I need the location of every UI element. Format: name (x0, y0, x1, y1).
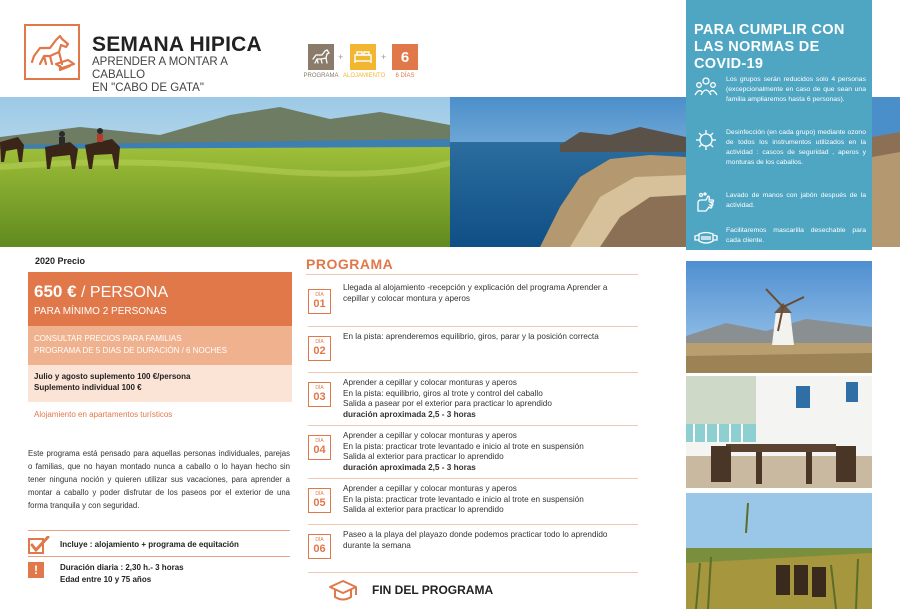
day-row (308, 482, 638, 525)
plus-separator: + (338, 52, 344, 62)
day-line: Llegada al alojamiento -recepción y explicación del programa Aprender a (343, 283, 608, 292)
day-description (343, 378, 638, 420)
days-label: 6 DÍAS (395, 73, 415, 79)
day-badge (308, 382, 331, 407)
program-description: Este programa está pensado para aquellas personas individuales, parejas o familias, que no hayan montado nunca a caballo o lo hayan hecho sin tener ninguna noción y quieren utilizar sus vacaciones, para aprender a montar a caballo y poder disfrutar de los paseos por el exterior de una forma tranquila y con seguridad. (28, 449, 290, 510)
covid-text: Lavado de manos con jabón después de la actividad. (726, 192, 866, 209)
day-word: DÍA (315, 537, 324, 543)
day-description (343, 283, 638, 304)
day-badge (308, 534, 331, 559)
day-number: 02 (313, 345, 326, 357)
mask-icon (694, 226, 718, 250)
plus-separator: + (381, 52, 387, 62)
covid-text: Desinfección (en cada grupo) mediante ozono de todos los instrumentos utilizados en la actividad : cascos de seguridad , aperos y monturas de los caballos. (726, 129, 866, 166)
day-duration: duración aproximada 2,5 - 3 horas (343, 409, 476, 419)
horse-icon (308, 44, 334, 70)
alert-icon: ! (28, 562, 44, 578)
day-word: DÍA (315, 438, 324, 444)
day-row (308, 376, 638, 426)
duration-row (28, 562, 290, 586)
day-line: En la pista: equilibrio, giros al trote y control del caballo (343, 388, 543, 398)
includes-row (28, 536, 290, 554)
covid-item (694, 226, 866, 250)
price-value: 650 € (34, 282, 77, 301)
duration-line-2: Edad entre 10 y 75 años (60, 575, 152, 584)
day-line: Paseo a la playa del playazo donde podemos practicar todo lo aprendido (343, 530, 608, 539)
day-line: En la pista: practicar trote levantado e inicio al trote en suspensión (343, 494, 584, 504)
day-badge (308, 435, 331, 460)
price-per: / PERSONA (81, 284, 169, 301)
day-line: Salida al exterior para practicar lo aprendido (343, 452, 504, 461)
day-word: DÍA (315, 491, 324, 497)
windmill-photo (686, 261, 872, 373)
consult-line-1: CONSULTAR PRECIOS PARA FAMILIAS (34, 334, 182, 343)
day-badge (308, 488, 331, 513)
day-word: DÍA (315, 292, 324, 298)
price-line (34, 282, 168, 302)
graduation-cap-icon (328, 578, 358, 604)
day-line: En la pista: practicar trote levantado e inicio al trote en suspensión (343, 441, 584, 451)
group-icon (694, 75, 718, 99)
end-of-program: FIN DEL PROGRAMA (372, 583, 494, 597)
coast-photo (450, 97, 686, 247)
day-line: Aprender a cepillar y colocar monturas y aperos (343, 431, 517, 440)
day-line: durante la semana (343, 540, 411, 550)
day-line: cepillar y colocar montura y aperos (343, 293, 470, 303)
day-number: 03 (313, 391, 326, 403)
price-box (28, 272, 292, 326)
subtitle-line-2: EN "CABO DE GATA" (92, 82, 204, 94)
days-badge: 6 (392, 44, 418, 70)
price-year-label: 2020 Precio (35, 256, 86, 266)
day-line: Salida a pasear por el exterior para practicar lo aprendido (343, 399, 552, 408)
day-row (308, 281, 638, 327)
day-number: 04 (313, 444, 326, 456)
terrace-photo (686, 376, 872, 488)
day-line: Aprender a cepillar y colocar monturas y aperos (343, 378, 517, 387)
divider (306, 274, 638, 275)
bed-icon (350, 44, 376, 70)
day-row (308, 528, 638, 573)
covid-text: Los grupos serán reducidos solo 4 personas (excepcionalmente en caso de que sean una familia ampliaremos hasta 6 personas). (726, 76, 866, 103)
day-badge (308, 289, 331, 314)
page-title: SEMANA HIPICA (92, 33, 262, 56)
day-number: 01 (313, 298, 326, 310)
day-word: DÍA (315, 339, 324, 345)
accommodation-note: Alojamiento en apartamentos turísticos (34, 410, 173, 419)
day-duration: duración aproximada 2,5 - 3 horas (343, 462, 476, 472)
covid-item (694, 128, 866, 168)
virus-icon (694, 128, 718, 152)
day-line: En la pista: aprenderemos equilibrio, giros, parar y la posición correcta (343, 332, 599, 341)
horse-logo-icon (24, 24, 80, 80)
duration-text (60, 562, 184, 586)
subtitle-line-1: APRENDER A MONTAR A CABALLO (92, 56, 228, 81)
supplement-line-2: Suplemento individual 100 € (34, 383, 142, 392)
price-minimum: PARA MÍNIMO 2 PERSONAS (34, 306, 167, 317)
day-description (343, 332, 638, 343)
day-number: 06 (313, 543, 326, 555)
supplement-box (28, 365, 292, 402)
divider (28, 556, 290, 557)
day-word: DÍA (315, 385, 324, 391)
page-subtitle (92, 56, 282, 95)
alojamiento-label: ALOJAMIENTO (343, 73, 386, 79)
checkbox-icon (28, 536, 50, 554)
day-description (343, 530, 638, 551)
covid-item (694, 191, 866, 215)
day-description (343, 431, 638, 473)
programa-title: PROGRAMA (306, 256, 394, 272)
horse-riding-photo (0, 97, 450, 247)
day-row (308, 330, 638, 373)
handwash-icon (694, 191, 718, 215)
day-line: Aprender a cepillar y colocar monturas y aperos (343, 484, 517, 493)
day-description (343, 484, 638, 516)
consult-box (28, 326, 292, 365)
covid-text: Facilitaremos mascarilla desechable para cada cliente. (726, 227, 866, 244)
right-margin (872, 261, 900, 609)
programa-label: PROGRAMA (303, 73, 339, 79)
day-line: Salida al exterior para practicar lo aprendido (343, 505, 504, 514)
covid-title: PARA CUMPLIR CON LAS NORMAS DE COVID-19 (694, 22, 845, 72)
day-row (308, 429, 638, 479)
supplement-line-1: Julio y agosto suplemento 100 €/persona (34, 372, 191, 381)
consult-line-2: PROGRAMA DE 5 DIAS DE DURACIÓN / 6 NOCHES (34, 346, 227, 355)
divider (28, 530, 290, 531)
covid-panel (686, 0, 872, 250)
beach-ride-photo (686, 493, 872, 609)
day-number: 05 (313, 497, 326, 509)
duration-line-1: Duración diaria : 2,30 h.- 3 horas (60, 563, 184, 572)
covid-item (694, 75, 866, 105)
day-badge (308, 336, 331, 361)
coast-photo-edge (872, 97, 900, 247)
includes-text: Incluye : alojamiento + programa de equitación (60, 540, 239, 549)
